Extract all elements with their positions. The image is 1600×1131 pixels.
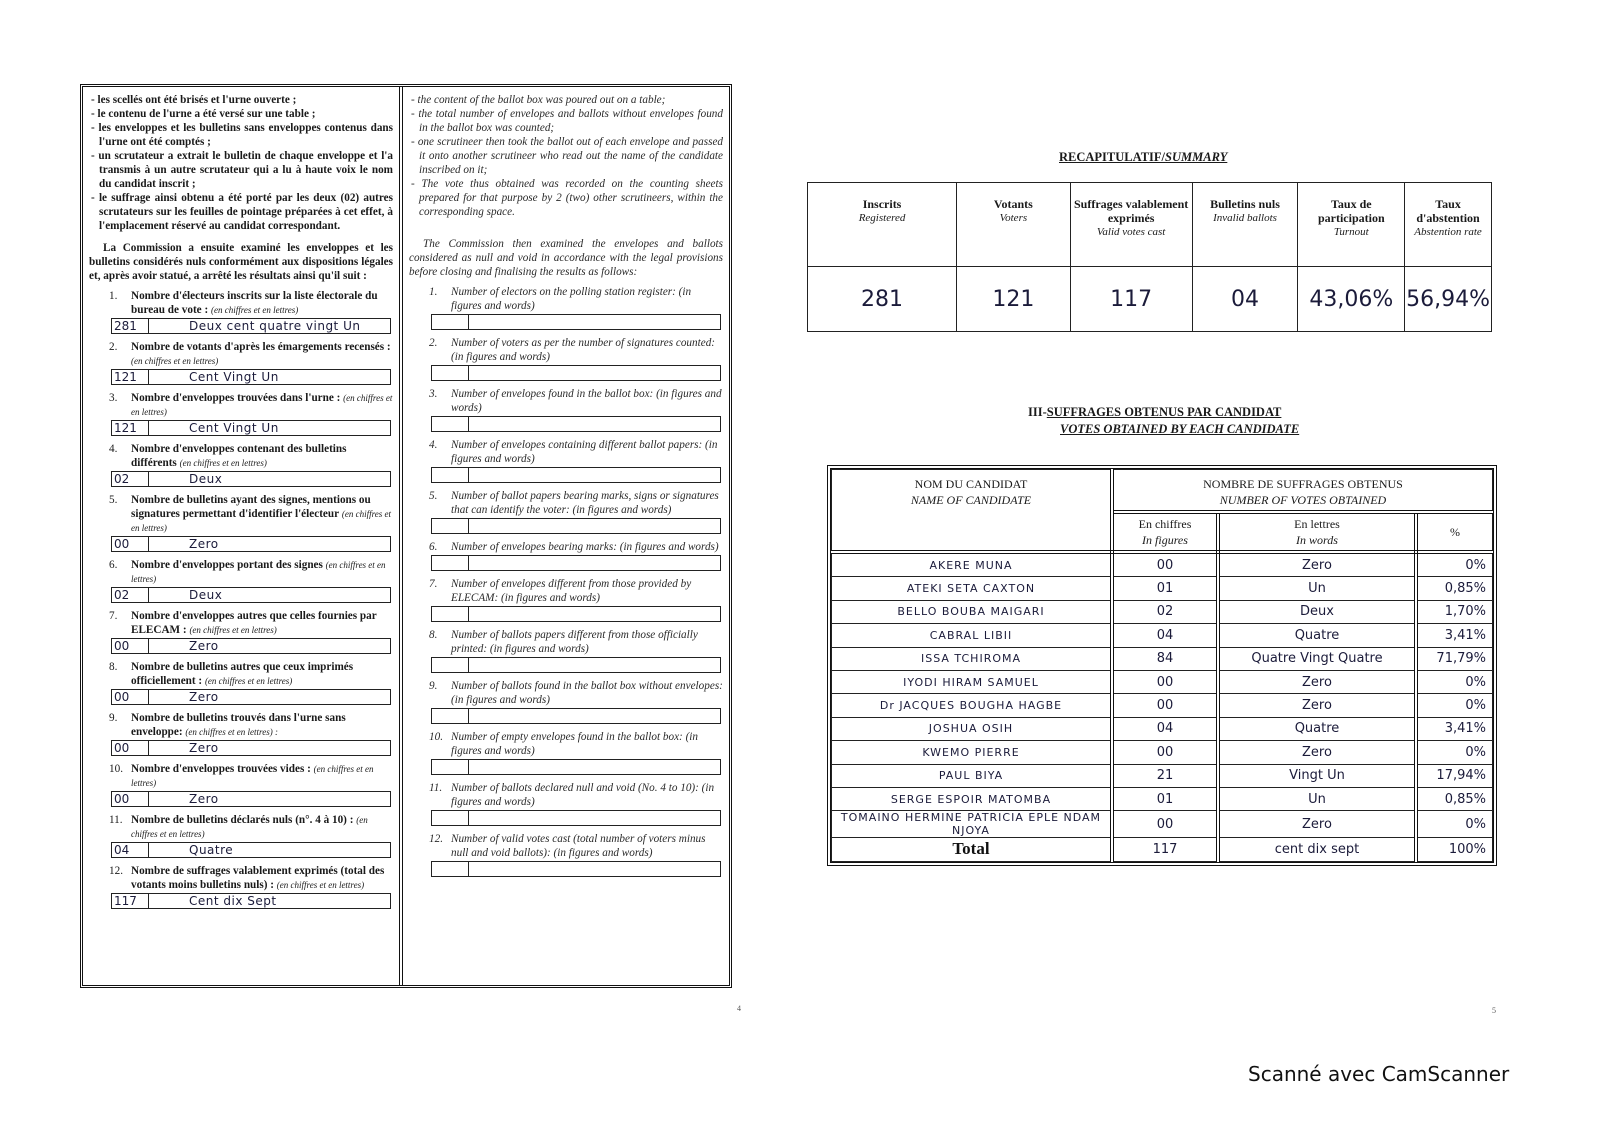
answer-field-empty[interactable] xyxy=(431,861,721,877)
answer-figure[interactable] xyxy=(432,658,469,672)
answer-field[interactable] xyxy=(111,536,391,552)
camscanner-watermark: Scanné avec CamScanner xyxy=(1248,1062,1510,1086)
answer-field-empty[interactable] xyxy=(431,416,721,432)
answer-words[interactable]: Deux xyxy=(189,588,223,602)
question-text: Nombre d'électeurs inscrits sur la liste électorale du bureau de vote : (en chiffres et en lettres) xyxy=(131,290,378,316)
section-title-fr: SUFFRAGES OBTENUS PAR CANDIDAT xyxy=(1046,405,1282,419)
answer-words[interactable]: Deux cent quatre vingt Un xyxy=(189,319,361,333)
fr-question-3 xyxy=(89,391,393,436)
answer-figure[interactable]: 00 xyxy=(112,537,149,551)
candidate-name: JOSHUA OSIH xyxy=(832,717,1113,740)
answer-words[interactable]: Cent dix Sept xyxy=(189,894,277,908)
candidate-votes-figure: 84 xyxy=(1112,647,1218,670)
answer-words[interactable]: Zero xyxy=(189,639,219,653)
candidate-votes-words: Quatre xyxy=(1218,624,1416,647)
candidate-row xyxy=(832,694,1493,717)
question-label xyxy=(89,864,393,892)
question-number: 8. xyxy=(429,629,438,641)
total-row xyxy=(832,838,1493,861)
candidate-percent: 3,41% xyxy=(1416,624,1493,647)
question-label xyxy=(409,540,723,554)
answer-field[interactable] xyxy=(111,791,391,807)
question-label xyxy=(409,438,723,466)
fr-question-7 xyxy=(89,609,393,654)
candidate-name: IYODI HIRAM SAMUEL xyxy=(832,670,1113,693)
candidate-votes-figure: 01 xyxy=(1112,577,1218,600)
candidate-row xyxy=(832,741,1493,764)
answer-figure[interactable]: 00 xyxy=(112,741,149,755)
total-words: cent dix sept xyxy=(1218,838,1416,861)
en-bullet: - one scrutineer then took the ballot out of each envelope and passed it onto another scrutineer who read out the name of the candidate inscribed on it; xyxy=(411,136,723,176)
total-percent: 100% xyxy=(1416,838,1493,861)
candidate-row xyxy=(832,717,1493,740)
answer-field-empty[interactable] xyxy=(431,314,721,330)
question-text: Nombre de votants d'après les émargements recensés : (en chiffres et en lettres) xyxy=(131,341,391,366)
summary-title-fr: RECAPITULATIF/ xyxy=(1059,150,1166,164)
summary-title xyxy=(1059,150,1227,165)
answer-figure[interactable]: 04 xyxy=(112,843,149,857)
english-column xyxy=(403,87,729,985)
candidate-percent: 0% xyxy=(1416,811,1493,838)
candidate-percent: 0,85% xyxy=(1416,787,1493,810)
question-label xyxy=(89,660,393,688)
question-text: Number of ballot papers bearing marks, signs or signatures that can identify the voter: (in figures and words) xyxy=(451,490,719,516)
candidate-votes-words: Zero xyxy=(1218,811,1416,838)
answer-figure[interactable]: 281 xyxy=(112,319,149,333)
candidate-votes-figure: 02 xyxy=(1112,600,1218,623)
question-number: 11. xyxy=(429,782,443,794)
answer-field-empty[interactable] xyxy=(431,518,721,534)
candidate-row xyxy=(832,670,1493,693)
question-number: 4. xyxy=(429,439,438,451)
en-question-4 xyxy=(409,438,723,483)
candidate-row xyxy=(832,787,1493,810)
candidate-percent: 1,70% xyxy=(1416,600,1493,623)
answer-field[interactable] xyxy=(111,842,391,858)
candidate-votes-figure: 21 xyxy=(1112,764,1218,787)
candidates-header-row xyxy=(832,470,1493,513)
answer-words[interactable] xyxy=(469,658,720,672)
answer-words[interactable]: Zero xyxy=(189,792,219,806)
question-number: 11. xyxy=(109,814,123,826)
answer-words[interactable] xyxy=(469,760,720,774)
candidate-name: KWEMO PIERRE xyxy=(832,741,1113,764)
candidate-name: AKERE MUNA xyxy=(832,552,1113,577)
answer-field[interactable] xyxy=(111,689,391,705)
en-paragraph: The Commission then examined the envelopes and ballots considered as null and void in accordance with the legal provisions before closing and finalising the results as follows: xyxy=(409,238,723,278)
question-number: 1. xyxy=(109,290,118,302)
answer-figure[interactable] xyxy=(432,519,469,533)
question-text: Nombre de bulletins ayant des signes, mentions ou signatures permettant d'identifier l'électeur (en chiffres et en lettres) xyxy=(131,494,392,533)
answer-words[interactable]: Cent Vingt Un xyxy=(189,370,279,384)
candidate-votes-figure: 00 xyxy=(1112,694,1218,717)
answer-figure[interactable]: 00 xyxy=(112,792,149,806)
answer-field-empty[interactable] xyxy=(431,606,721,622)
votes-obtained-header: NOMBRE DE SUFFRAGES OBTENUS NUMBER OF VOTES OBTAINED xyxy=(1112,470,1493,513)
candidate-name: BELLO BOUBA MAIGARI xyxy=(832,600,1113,623)
question-number: 3. xyxy=(429,388,438,400)
en-question-10 xyxy=(409,730,723,775)
question-number: 10. xyxy=(429,731,443,743)
candidate-votes-words: Un xyxy=(1218,577,1416,600)
question-number: 7. xyxy=(109,610,118,622)
question-label xyxy=(409,489,723,517)
answer-field-empty[interactable] xyxy=(431,467,721,483)
candidate-name: CABRAL LIBII xyxy=(832,624,1113,647)
candidate-votes-words: Zero xyxy=(1218,670,1416,693)
candidate-votes-words: Quatre xyxy=(1218,717,1416,740)
candidate-votes-figure: 04 xyxy=(1112,717,1218,740)
candidate-percent: 0,85% xyxy=(1416,577,1493,600)
answer-figure[interactable] xyxy=(432,862,469,876)
answer-figure[interactable]: 02 xyxy=(112,472,149,486)
question-text: Number of envelopes different from those provided by ELECAM: (in figures and words) xyxy=(451,578,692,604)
summary-values-row xyxy=(808,267,1492,332)
answer-figure[interactable] xyxy=(432,811,469,825)
answer-figure[interactable] xyxy=(432,468,469,482)
answer-figure[interactable]: 00 xyxy=(112,639,149,653)
question-number: 12. xyxy=(109,865,123,877)
summary-header-row xyxy=(808,183,1492,267)
answer-figure[interactable] xyxy=(432,417,469,431)
answer-figure[interactable]: 121 xyxy=(112,421,149,435)
question-text: Nombre d'enveloppes portant des signes (en chiffres et en lettres) xyxy=(131,559,386,584)
question-number: 2. xyxy=(429,337,438,349)
summary-header: Taux d'abstention Abstention rate xyxy=(1405,183,1492,267)
question-number: 12. xyxy=(429,833,443,845)
answer-figure[interactable] xyxy=(432,709,469,723)
summary-header: Suffrages valablement exprimés Valid votes cast xyxy=(1070,183,1192,267)
candidate-name: PAUL BIYA xyxy=(832,764,1113,787)
candidate-name: SERGE ESPOIR MATOMBA xyxy=(832,787,1113,810)
fr-question-11 xyxy=(89,813,393,858)
summary-header: Inscrits Registered xyxy=(808,183,957,267)
answer-words[interactable] xyxy=(469,417,720,431)
question-label xyxy=(409,730,723,758)
fr-bullet: - les enveloppes et les bulletins sans enveloppes contenus dans l'urne ont été comptés ; xyxy=(91,122,393,148)
fr-question-10 xyxy=(89,762,393,807)
words-subheader: En lettres In words xyxy=(1218,512,1416,552)
question-label xyxy=(409,781,723,809)
question-text: Number of ballots found in the ballot box without envelopes: (in figures and words) xyxy=(451,680,723,706)
en-question-5 xyxy=(409,489,723,534)
candidate-votes-figure: 01 xyxy=(1112,787,1218,810)
en-question-6 xyxy=(409,540,723,571)
question-label xyxy=(89,442,393,470)
answer-field-empty[interactable] xyxy=(431,555,721,571)
question-text: Nombre d'enveloppes trouvées dans l'urne : (en chiffres et en lettres) xyxy=(131,392,393,417)
answer-field-empty[interactable] xyxy=(431,708,721,724)
answer-figure[interactable]: 121 xyxy=(112,370,149,384)
en-bullet: - the content of the ballot box was poured out on a table; xyxy=(411,94,666,106)
candidate-percent: 0% xyxy=(1416,694,1493,717)
question-number: 7. xyxy=(429,578,438,590)
figures-subheader: En chiffres In figures xyxy=(1112,512,1218,552)
answer-words[interactable]: Zero xyxy=(189,690,219,704)
answer-words[interactable]: Zero xyxy=(189,741,219,755)
question-text: Number of voters as per the number of signatures counted: (in figures and words) xyxy=(451,337,716,363)
question-label xyxy=(409,285,723,313)
answer-field[interactable] xyxy=(111,740,391,756)
candidate-percent: 0% xyxy=(1416,552,1493,577)
candidate-percent: 17,94% xyxy=(1416,764,1493,787)
invalid-ballots-value: 04 xyxy=(1192,267,1298,332)
question-text: Number of ballots papers different from those officially printed: (in figures and words) xyxy=(451,629,698,655)
fr-question-6 xyxy=(89,558,393,603)
answer-words[interactable]: Zero xyxy=(189,537,219,551)
answer-figure[interactable] xyxy=(432,556,469,570)
candidate-name: ISSA TCHIROMA xyxy=(832,647,1113,670)
candidate-row xyxy=(832,764,1493,787)
candidate-row xyxy=(832,577,1493,600)
answer-figure[interactable]: 00 xyxy=(112,690,149,704)
answer-field[interactable] xyxy=(111,471,391,487)
en-question-9 xyxy=(409,679,723,724)
question-number: 9. xyxy=(109,712,118,724)
candidates-body xyxy=(832,552,1493,838)
fr-question-2 xyxy=(89,340,393,385)
candidate-percent: 71,79% xyxy=(1416,647,1493,670)
answer-words[interactable] xyxy=(469,468,720,482)
question-number: 2. xyxy=(109,341,118,353)
answer-figure[interactable] xyxy=(432,315,469,329)
answer-field-empty[interactable] xyxy=(431,810,721,826)
question-text: Number of envelopes containing different ballot papers: (in figures and words) xyxy=(451,439,718,465)
fr-question-12 xyxy=(89,864,393,909)
question-label xyxy=(409,679,723,707)
candidate-votes-figure: 00 xyxy=(1112,811,1218,838)
en-question-1 xyxy=(409,285,723,330)
question-text: Nombre de suffrages valablement exprimés (total des votants moins bulletins nuls) : (en chiffres et en lettres) xyxy=(131,865,385,891)
summary-header: Taux de participation Turnout xyxy=(1298,183,1405,267)
en-bullet: - the total number of envelopes and ballots without envelopes found in the ballot box was counted; xyxy=(411,108,723,134)
question-text: Nombre de bulletins autres que ceux imprimés officiellement : (en chiffres et en lettres) xyxy=(131,661,354,687)
answer-words[interactable] xyxy=(469,862,720,876)
question-number: 3. xyxy=(109,392,118,404)
answer-field-empty[interactable] xyxy=(431,365,721,381)
question-text: Number of electors on the polling station register: (in figures and words) xyxy=(451,286,692,312)
candidates-table-frame xyxy=(827,465,1497,866)
answer-figure[interactable] xyxy=(432,607,469,621)
summary-header: Votants Voters xyxy=(957,183,1071,267)
en-question-2 xyxy=(409,336,723,381)
question-text: Number of empty envelopes found in the ballot box: (in figures and words) xyxy=(451,731,699,757)
question-text: Nombre d'enveloppes trouvées vides : (en chiffres et en lettres) xyxy=(131,763,374,788)
page-number-left: 4 xyxy=(737,1004,741,1013)
question-number: 9. xyxy=(429,680,438,692)
answer-figure[interactable] xyxy=(432,366,469,380)
en-question-list xyxy=(409,285,723,877)
answer-words[interactable]: Cent Vingt Un xyxy=(189,421,279,435)
fr-question-1 xyxy=(89,289,393,334)
answer-words[interactable] xyxy=(469,607,720,621)
fr-bullet: - les scellés ont été brisés et l'urne ouverte ; xyxy=(91,94,297,106)
answer-field-empty[interactable] xyxy=(431,759,721,775)
french-column xyxy=(83,87,403,985)
question-label xyxy=(89,558,393,586)
answer-figure[interactable] xyxy=(432,760,469,774)
answer-words[interactable] xyxy=(469,315,720,329)
candidate-votes-figure: 00 xyxy=(1112,741,1218,764)
question-number: 6. xyxy=(429,541,438,553)
question-text: Nombre de bulletins trouvés dans l'urne sans enveloppe: (en chiffres et en lettres) : xyxy=(131,712,346,738)
fr-bullet: - le suffrage ainsi obtenu a été porté par les deux (02) autres scrutateurs sur les feuilles de pointage préparées à cet effet, à l'emplacement réservé au candidat correspondant. xyxy=(91,192,393,232)
answer-field[interactable] xyxy=(111,587,391,603)
candidate-name: ATEKI SETA CAXTON xyxy=(832,577,1113,600)
candidate-votes-words: Zero xyxy=(1218,694,1416,717)
fr-question-4 xyxy=(89,442,393,487)
en-question-3 xyxy=(409,387,723,432)
question-label xyxy=(409,577,723,605)
candidate-votes-figure: 00 xyxy=(1112,670,1218,693)
question-number: 8. xyxy=(109,661,118,673)
candidate-name-header: NOM DU CANDIDAT NAME OF CANDIDATE xyxy=(832,470,1113,553)
question-label xyxy=(89,289,393,317)
candidate-percent: 0% xyxy=(1416,670,1493,693)
candidate-row xyxy=(832,811,1493,838)
summary-table xyxy=(807,182,1492,332)
question-label xyxy=(89,340,393,368)
answer-words[interactable] xyxy=(469,556,720,570)
answer-field[interactable] xyxy=(111,420,391,436)
fr-bullet: - un scrutateur a extrait le bulletin de chaque enveloppe et l'a transmis à un autre scrutateur qui a lu à haute voix le nom du candidat inscrit ; xyxy=(91,150,393,190)
answer-figure[interactable]: 02 xyxy=(112,588,149,602)
candidate-votes-figure: 00 xyxy=(1112,552,1218,577)
question-text: Nombre de bulletins déclarés nuls (n°. 4 à 10) : (en chiffres et en lettres) xyxy=(131,814,368,839)
registered-value: 281 xyxy=(808,267,957,332)
fr-paragraph: La Commission a ensuite examiné les enveloppes et les bulletins considérés nuls conformément aux dispositions légales et, après avoir statué, a arrêté les résultats ainsi qu'il suit : xyxy=(89,242,393,282)
candidate-votes-words: Vingt Un xyxy=(1218,764,1416,787)
candidate-votes-words: Zero xyxy=(1218,741,1416,764)
answer-figure[interactable]: 117 xyxy=(112,894,149,908)
en-bullet: - The vote thus obtained was recorded on the counting sheets prepared for that purpose by 2 (two) other scrutineers, within the corresponding space. xyxy=(411,178,723,218)
question-number: 5. xyxy=(429,490,438,502)
turnout-value: 43,06% xyxy=(1298,267,1405,332)
candidate-row xyxy=(832,624,1493,647)
question-label xyxy=(409,336,723,364)
fr-question-list xyxy=(89,289,393,909)
answer-words[interactable] xyxy=(469,519,720,533)
valid-votes-value: 117 xyxy=(1070,267,1192,332)
candidate-name: TOMAINO HERMINE PATRICIA EPLE NDAM NJOYA xyxy=(832,811,1113,838)
section-prefix: III- xyxy=(1028,405,1047,419)
question-label xyxy=(89,493,393,535)
candidate-row xyxy=(832,647,1493,670)
candidate-votes-words: Un xyxy=(1218,787,1416,810)
candidates-table xyxy=(831,469,1493,862)
question-number: 4. xyxy=(109,443,118,455)
fr-question-9 xyxy=(89,711,393,756)
answer-field[interactable] xyxy=(111,369,391,385)
question-number: 10. xyxy=(109,763,123,775)
question-label xyxy=(89,391,393,419)
question-text: Nombre d'enveloppes autres que celles fournies par ELECAM : (en chiffres et en lettres) xyxy=(131,610,377,636)
answer-words[interactable] xyxy=(469,709,720,723)
answer-words[interactable] xyxy=(469,811,720,825)
candidate-percent: 3,41% xyxy=(1416,717,1493,740)
answer-words[interactable]: Quatre xyxy=(189,843,234,857)
candidate-row xyxy=(832,600,1493,623)
voters-value: 121 xyxy=(957,267,1071,332)
answer-field[interactable] xyxy=(111,318,391,334)
answer-words[interactable] xyxy=(469,366,720,380)
en-question-7 xyxy=(409,577,723,622)
answer-field[interactable] xyxy=(111,893,391,909)
answer-field-empty[interactable] xyxy=(431,657,721,673)
question-text: Number of envelopes found in the ballot box: (in figures and words) xyxy=(451,388,722,414)
candidate-votes-words: Deux xyxy=(1218,600,1416,623)
question-label xyxy=(89,762,393,790)
question-number: 5. xyxy=(109,494,118,506)
total-label: Total xyxy=(832,838,1113,861)
page-number-right: 5 xyxy=(1492,1006,1496,1015)
question-label xyxy=(89,609,393,637)
question-number: 6. xyxy=(109,559,118,571)
candidate-votes-words: Zero xyxy=(1218,552,1416,577)
question-label xyxy=(409,387,723,415)
fr-bullet: - le contenu de l'urne a été versé sur une table ; xyxy=(91,108,316,120)
fr-question-5 xyxy=(89,493,393,552)
answer-words[interactable]: Deux xyxy=(189,472,223,486)
question-label xyxy=(409,832,723,860)
en-question-12 xyxy=(409,832,723,877)
candidate-votes-figure: 04 xyxy=(1112,624,1218,647)
candidate-name: Dr JACQUES BOUGHA HAGBE xyxy=(832,694,1113,717)
percent-subheader: % xyxy=(1416,512,1493,552)
question-label xyxy=(89,813,393,841)
en-question-8 xyxy=(409,628,723,673)
abstention-value: 56,94% xyxy=(1405,267,1492,332)
candidate-votes-words: Quatre Vingt Quatre xyxy=(1218,647,1416,670)
summary-header: Bulletins nuls Invalid ballots xyxy=(1192,183,1298,267)
answer-field[interactable] xyxy=(111,638,391,654)
en-question-11 xyxy=(409,781,723,826)
fr-question-8 xyxy=(89,660,393,705)
question-text: Number of ballots declared null and void (No. 4 to 10): (in figures and words) xyxy=(451,782,715,808)
question-text: Nombre d'enveloppes contenant des bulletins différents (en chiffres et en lettres) xyxy=(131,443,347,469)
total-figure: 117 xyxy=(1112,838,1218,861)
question-label xyxy=(409,628,723,656)
question-text: Number of envelopes bearing marks: (in figures and words) xyxy=(451,541,719,553)
section-title xyxy=(1028,404,1299,438)
question-text: Number of valid votes cast (total number of voters minus null and void ballots): (in figures and words) xyxy=(451,833,706,859)
question-number: 1. xyxy=(429,286,438,298)
candidate-row xyxy=(832,552,1493,577)
candidate-percent: 0% xyxy=(1416,741,1493,764)
question-label xyxy=(89,711,393,739)
left-page-form xyxy=(80,84,732,988)
summary-title-en: SUMMARY xyxy=(1165,150,1228,164)
section-title-en: VOTES OBTAINED BY EACH CANDIDATE xyxy=(1060,422,1300,436)
